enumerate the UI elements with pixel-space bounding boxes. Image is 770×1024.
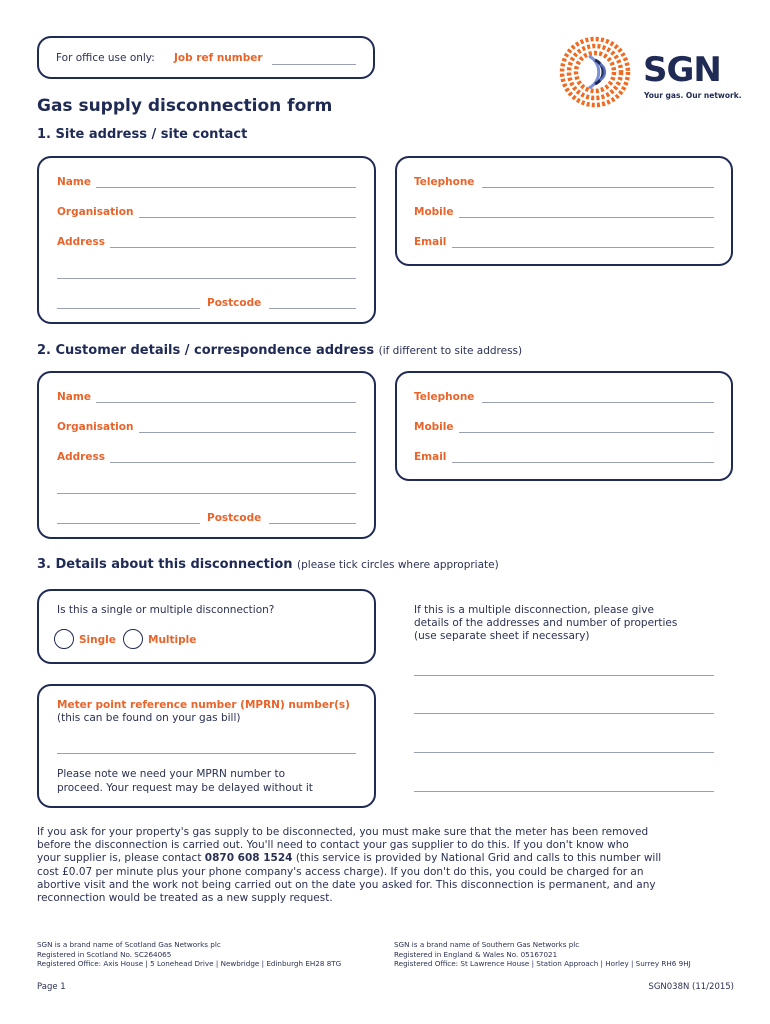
- body-line-2: before the disconnection is carried out. You'll need to contact your gas supplier to do this. If you don't know who: [37, 839, 629, 852]
- s2-email-field[interactable]: [452, 462, 714, 463]
- body-line-6: reconnection would be treated as a new supply request.: [37, 892, 333, 905]
- form-code: SGN038N (11/2015): [648, 982, 734, 992]
- body-line-5: abortive visit and the work not being carried out on the date you asked for. This disconnection is permanent, and any: [37, 878, 656, 891]
- s1-address-label: Address: [57, 236, 105, 248]
- mprn-field[interactable]: [57, 753, 356, 754]
- body-line-3: [37, 852, 737, 865]
- s2-address-field[interactable]: [110, 462, 356, 463]
- s2-telephone-label: Telephone: [414, 391, 475, 403]
- footer-right-line2: Registered in England & Wales No. 05167021: [394, 949, 558, 959]
- mprn-note-line2: proceed. Your request may be delayed without it: [57, 782, 313, 794]
- footer-left-line2: Registered in Scotland No. SC264065: [37, 949, 172, 959]
- page-number: Page 1: [37, 982, 66, 992]
- page-title: Gas supply disconnection form: [37, 96, 333, 116]
- multiple-details-line2: details of the addresses and number of properties: [414, 617, 678, 629]
- s1-mobile-label: Mobile: [414, 206, 454, 218]
- footer-right-line1: SGN is a brand name of Southern Gas Networks plc: [394, 940, 580, 949]
- s1-organisation-field[interactable]: [139, 217, 356, 218]
- national-grid-phone: 0870 608 1524: [204, 852, 293, 865]
- section1-heading: 1. Site address / site contact: [37, 127, 248, 142]
- section2-heading-text: 2. Customer details / correspondence address: [37, 343, 375, 358]
- section3-heading-text: 3. Details about this disconnection: [37, 557, 293, 572]
- body-line-1: If you ask for your property's gas supply to be disconnected, you must make sure that the meter has been removed: [37, 826, 649, 838]
- sgn-logo-mark-icon: [555, 34, 645, 114]
- s1-mobile-field[interactable]: [459, 217, 714, 218]
- s1-telephone-label: Telephone: [414, 176, 475, 188]
- sgn-tagline: Your gas. Our network.: [644, 91, 742, 100]
- s2-telephone-field[interactable]: [482, 402, 714, 403]
- sgn-logo: [555, 34, 745, 114]
- body-line-3b: (this service is provided by National Grid and calls to this number will: [292, 852, 662, 865]
- s1-telephone-field[interactable]: [482, 187, 714, 188]
- disconnection-question: Is this a single or multiple disconnection?: [57, 604, 275, 616]
- multiple-details-line3: (use separate sheet if necessary): [414, 630, 590, 642]
- s1-address-line3[interactable]: [57, 308, 200, 309]
- multiple-details-field-2[interactable]: [414, 713, 714, 714]
- multiple-radio[interactable]: [123, 629, 143, 649]
- disconnection-info-paragraph: [37, 826, 737, 905]
- s2-address-line2[interactable]: [57, 493, 356, 494]
- s2-address-label: Address: [57, 451, 105, 463]
- multiple-details-line1: If this is a multiple disconnection, please give: [414, 604, 654, 616]
- mprn-label: Meter point reference number (MPRN) number(s): [57, 699, 350, 711]
- sgn-brand-text: SGN: [643, 50, 721, 90]
- s1-name-label: Name: [57, 176, 91, 188]
- s2-postcode-field[interactable]: [269, 523, 356, 524]
- mprn-note-line1: Please note we need your MPRN number to: [57, 768, 286, 780]
- multiple-label: Multiple: [148, 634, 197, 646]
- multiple-details-field-1[interactable]: [414, 675, 714, 676]
- office-use-label: For office use only:: [56, 52, 155, 64]
- section3-type-box: [37, 589, 376, 664]
- section3-heading-note: (please tick circles where appropriate): [297, 559, 499, 571]
- body-line-3a: your supplier is, please contact: [37, 852, 205, 865]
- s2-mobile-label: Mobile: [414, 421, 454, 433]
- s1-organisation-label: Organisation: [57, 206, 134, 218]
- job-ref-field[interactable]: [272, 64, 356, 65]
- s2-postcode-label: Postcode: [207, 512, 262, 524]
- mprn-hint: (this can be found on your gas bill): [57, 712, 241, 724]
- body-line-4: cost £0.07 per minute plus your phone company's access charge). If you don't do this, you could be charged for an: [37, 865, 644, 878]
- footer-right: [394, 940, 691, 969]
- section3-heading: [37, 557, 499, 572]
- s2-name-label: Name: [57, 391, 91, 403]
- s2-email-label: Email: [414, 451, 447, 463]
- job-ref-label: Job ref number: [174, 52, 263, 64]
- s2-organisation-label: Organisation: [57, 421, 134, 433]
- s2-address-line3[interactable]: [57, 523, 200, 524]
- footer-left-line3: Registered Office: Axis House | 5 Lonehead Drive | Newbridge | Edinburgh EH28 8TG: [37, 959, 342, 968]
- s2-mobile-field[interactable]: [459, 432, 714, 433]
- footer-left-line1: SGN is a brand name of Scotland Gas Networks plc: [37, 940, 221, 949]
- s1-address-field[interactable]: [110, 247, 356, 248]
- footer-left: [37, 940, 341, 969]
- s1-address-line2[interactable]: [57, 278, 356, 279]
- multiple-details-field-4[interactable]: [414, 791, 714, 792]
- section2-heading-note: (if different to site address): [378, 345, 523, 357]
- footer-right-line3: Registered Office: St Lawrence House | Station Approach | Horley | Surrey RH6 9HJ: [394, 959, 691, 968]
- s1-email-label: Email: [414, 236, 447, 248]
- single-label: Single: [79, 634, 116, 646]
- s1-postcode-field[interactable]: [269, 308, 356, 309]
- s1-name-field[interactable]: [96, 187, 356, 188]
- s1-postcode-label: Postcode: [207, 297, 262, 309]
- s1-email-field[interactable]: [452, 247, 714, 248]
- section2-heading: [37, 343, 522, 358]
- s2-organisation-field[interactable]: [139, 432, 356, 433]
- multiple-details-field-3[interactable]: [414, 752, 714, 753]
- s2-name-field[interactable]: [96, 402, 356, 403]
- single-radio[interactable]: [54, 629, 74, 649]
